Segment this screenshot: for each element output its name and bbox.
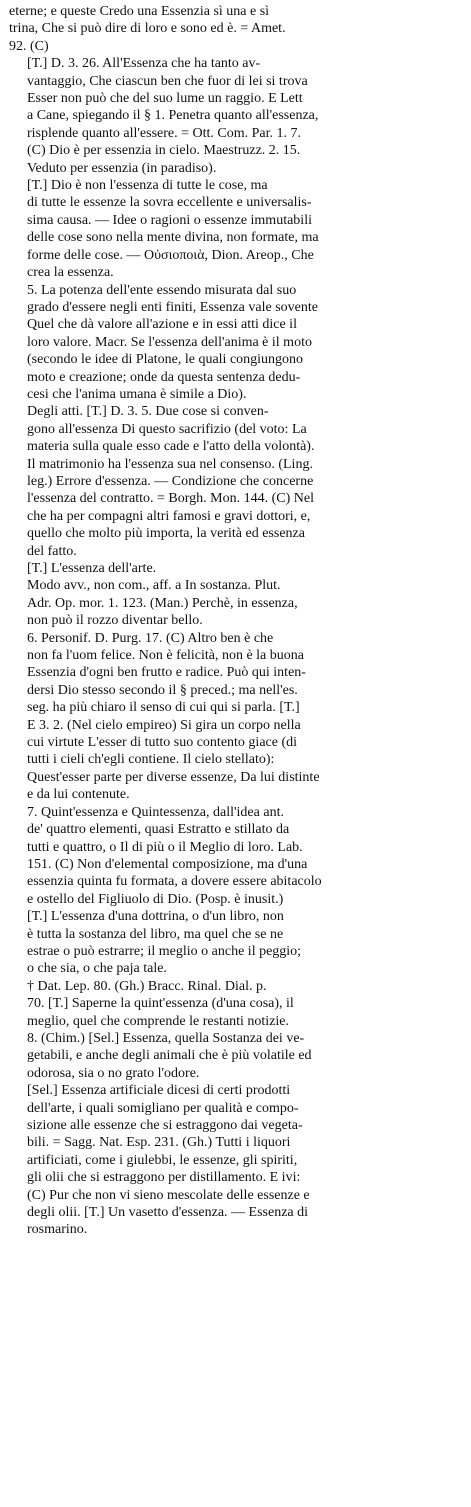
text-line: materia sulla quale esso cade e l'atto della volontà). (27, 439, 315, 455)
text-line: sizione alle essenze che si estraggono dai vegeta- (27, 1118, 303, 1133)
text-line: 151. (C) Non d'elemental composizione, ma d'una (27, 856, 308, 872)
text-line: [T.] L'essenza d'una dottrina, o d'un libro, non (27, 909, 284, 925)
text-line: e ostello del Figliuolo di Dio. (Posp. è inusit.) (27, 891, 284, 907)
text-line: eterne; e queste Credo una Essenzia sì una e sì (9, 4, 270, 19)
text-line: Veduto per essenzia (in paradiso). (27, 160, 217, 176)
text-line: degli olii. [T.] Un vasetto d'essenza. — Essenza di (27, 1205, 309, 1221)
text-line: gono all'essenza Di questo sacrifizio (del voto: La (27, 421, 307, 437)
text-line: (secondo le idee di Platone, le quali congiungono (27, 352, 304, 368)
text-line: Degli atti. [T.] D. 3. 5. Due cose si conven- (27, 404, 269, 420)
text-line: (C) Pur che non vi sieno mescolate delle essenze e (27, 1187, 310, 1203)
entry-paragraph (9, 403, 462, 560)
text-line: l'essenza del contratto. = Borgh. Mon. 144. (C) Nel (27, 491, 314, 507)
entry-paragraph (9, 55, 462, 177)
text-line: non fa l'uom felice. Non è felicità, non è la buona (27, 648, 304, 664)
text-line: cui virtute L'esser di tutto suo contento giace (di (27, 735, 298, 751)
text-line: Esser non può che del suo lume un raggio. E Lett (27, 91, 303, 107)
text-line: sima causa. — Idee o ragioni o essenze immutabili (27, 212, 312, 228)
text-line: Quel che dà valore all'azione e in essi atti dice il (27, 317, 297, 333)
text-line: o che sia, o che paja tale. (27, 961, 167, 977)
text-line: 8. (Chim.) [Sel.] Essenza, quella Sostanza dei ve- (27, 1030, 305, 1046)
text-line: rosmarino. (27, 1222, 88, 1238)
text-line: crea la essenza. (27, 265, 114, 281)
text-line: † Dat. Lep. 80. (Gh.) Bracc. Rinal. Dial. p. (27, 978, 267, 994)
text-line: di tutte le essenze la sovra eccellente e universalis- (27, 195, 312, 211)
text-line: risplende quanto all'essere. = Ott. Com. Par. 1. 7. (27, 125, 302, 141)
text-line: bili. = Sagg. Nat. Esp. 231. (Gh.) Tutti i liquori (27, 1135, 291, 1151)
text-line: Essenzia d'ogni ben frutto e radice. Può qui inten- (27, 665, 306, 681)
entry-paragraph (9, 177, 462, 281)
text-line: a Cane, spiegando il § 1. Penetra quanto all'essenza, (27, 108, 319, 124)
text-line: dell'arte, i quali somigliano per qualità e compo- (27, 1100, 299, 1116)
text-line: del fatto. (27, 543, 77, 559)
text-line: E 3. 2. (Nel cielo empireo) Si gira un corpo nella (27, 717, 301, 733)
text-line: (C) Dio è per essenzia in cielo. Maestruzz. 2. 15. (27, 143, 301, 159)
text-line: delle cose sono nella mente divina, non formate, ma (27, 230, 319, 246)
text-line: cesi che l'anima umana è simile a Dio). (27, 386, 247, 402)
entry-paragraph (9, 560, 462, 577)
text-line: 7. Quint'essenza e Quintessenza, dall'idea ant. (27, 804, 284, 820)
text-line: moto e creazione; onde da questa sentenza dedu- (27, 369, 301, 385)
text-line: gli olii che si estraggono per distillamento. E ivi: (27, 1170, 301, 1186)
text-line: 70. [T.] Saperne la quint'essenza (d'una cosa), il (27, 996, 294, 1012)
entry-paragraph (9, 577, 462, 629)
text-line: [T.] Dio è non l'essenza di tutte le cose, ma (27, 178, 268, 194)
text-line: Quest'esser parte per diverse essenze, Da lui distinte (27, 769, 320, 785)
text-line: 5. La potenza dell'ente essendo misurata dal suo (27, 282, 297, 298)
text-line: seg. ha più chiaro il senso di cui qui si parla. [T.] (27, 700, 300, 716)
entry-paragraph (9, 908, 462, 978)
text-line: e da lui contenute. (27, 787, 130, 803)
text-line: leg.) Errore d'essenza. — Condizione che concerne (27, 473, 314, 489)
text-line: forme delle cose. — Οὐσιοποιὰ, Dion. Areop., Che (27, 247, 314, 263)
entry-paragraph (9, 3, 462, 55)
text-line: tutti e quattro, o Il di più o il Meglio di loro. Lab. (27, 839, 303, 855)
text-line: 92. (C) (9, 38, 49, 54)
entry-paragraph (9, 630, 462, 804)
text-line: [T.] L'essenza dell'arte. (27, 561, 157, 576)
text-line: loro valore. Macr. Se l'essenza dell'anima è il moto (27, 334, 312, 350)
entry-paragraph (9, 1030, 462, 1082)
text-line: vantaggio, Che ciascun ben che fuor di lei si trova (27, 73, 308, 89)
text-line: dersi Dio stesso secondo il § preced.; ma nell'es. (27, 682, 298, 698)
text-line: meglio, quel che comprende le restanti notizie. (27, 1013, 290, 1029)
entry-paragraph (9, 978, 462, 1030)
text-line: non può il rozzo diventar bello. (27, 613, 203, 629)
text-line: tutti i cieli ch'egli contiene. Il cielo stellato): (27, 752, 275, 768)
text-line: Adr. Op. mor. 1. 123. (Man.) Perchè, in essenza, (27, 595, 298, 611)
text-line: de' quattro elementi, quasi Estratto e stillato da (27, 822, 290, 838)
entry-paragraph (9, 804, 462, 908)
text-line: [Sel.] Essenza artificiale dicesi di certi prodotti (27, 1083, 291, 1099)
text-line: grado d'essere negli enti finiti, Essenza vale sovente (27, 299, 318, 315)
text-line: essenzia quinta fu formata, a dovere essere abitacolo (27, 874, 322, 890)
entry-paragraph (9, 1082, 462, 1239)
text-line: 6. Personif. D. Purg. 17. (C) Altro ben è che (27, 630, 274, 646)
text-line: estrae o può estrarre; il meglio o anche il peggio; (27, 943, 302, 959)
text-line: [T.] D. 3. 26. All'Essenza che ha tanto av- (27, 56, 261, 72)
text-line: Il matrimonio ha l'essenza sua nel consenso. (Ling. (27, 456, 313, 472)
text-line: quello che molto più importa, la verità ed essenza (27, 526, 305, 542)
text-line: odorosa, sia o no grato l'odore. (27, 1065, 200, 1081)
text-line: trina, Che si può dire di loro e sono ed è. = Amet. (9, 21, 286, 37)
text-line: che ha per compagni altri famosi e gravi dottori, e, (27, 508, 311, 524)
text-line: getabili, e anche degli animali che è più volatile ed (27, 1048, 312, 1064)
text-line: artificiati, come i giulebbi, le essenze, gli spiriti, (27, 1152, 298, 1168)
text-line: è tutta la sostanza del libro, ma quel che se ne (27, 926, 284, 942)
entry-paragraph (9, 282, 462, 404)
text-line: Modo avv., non com., aff. a In sostanza. Plut. (27, 578, 281, 594)
